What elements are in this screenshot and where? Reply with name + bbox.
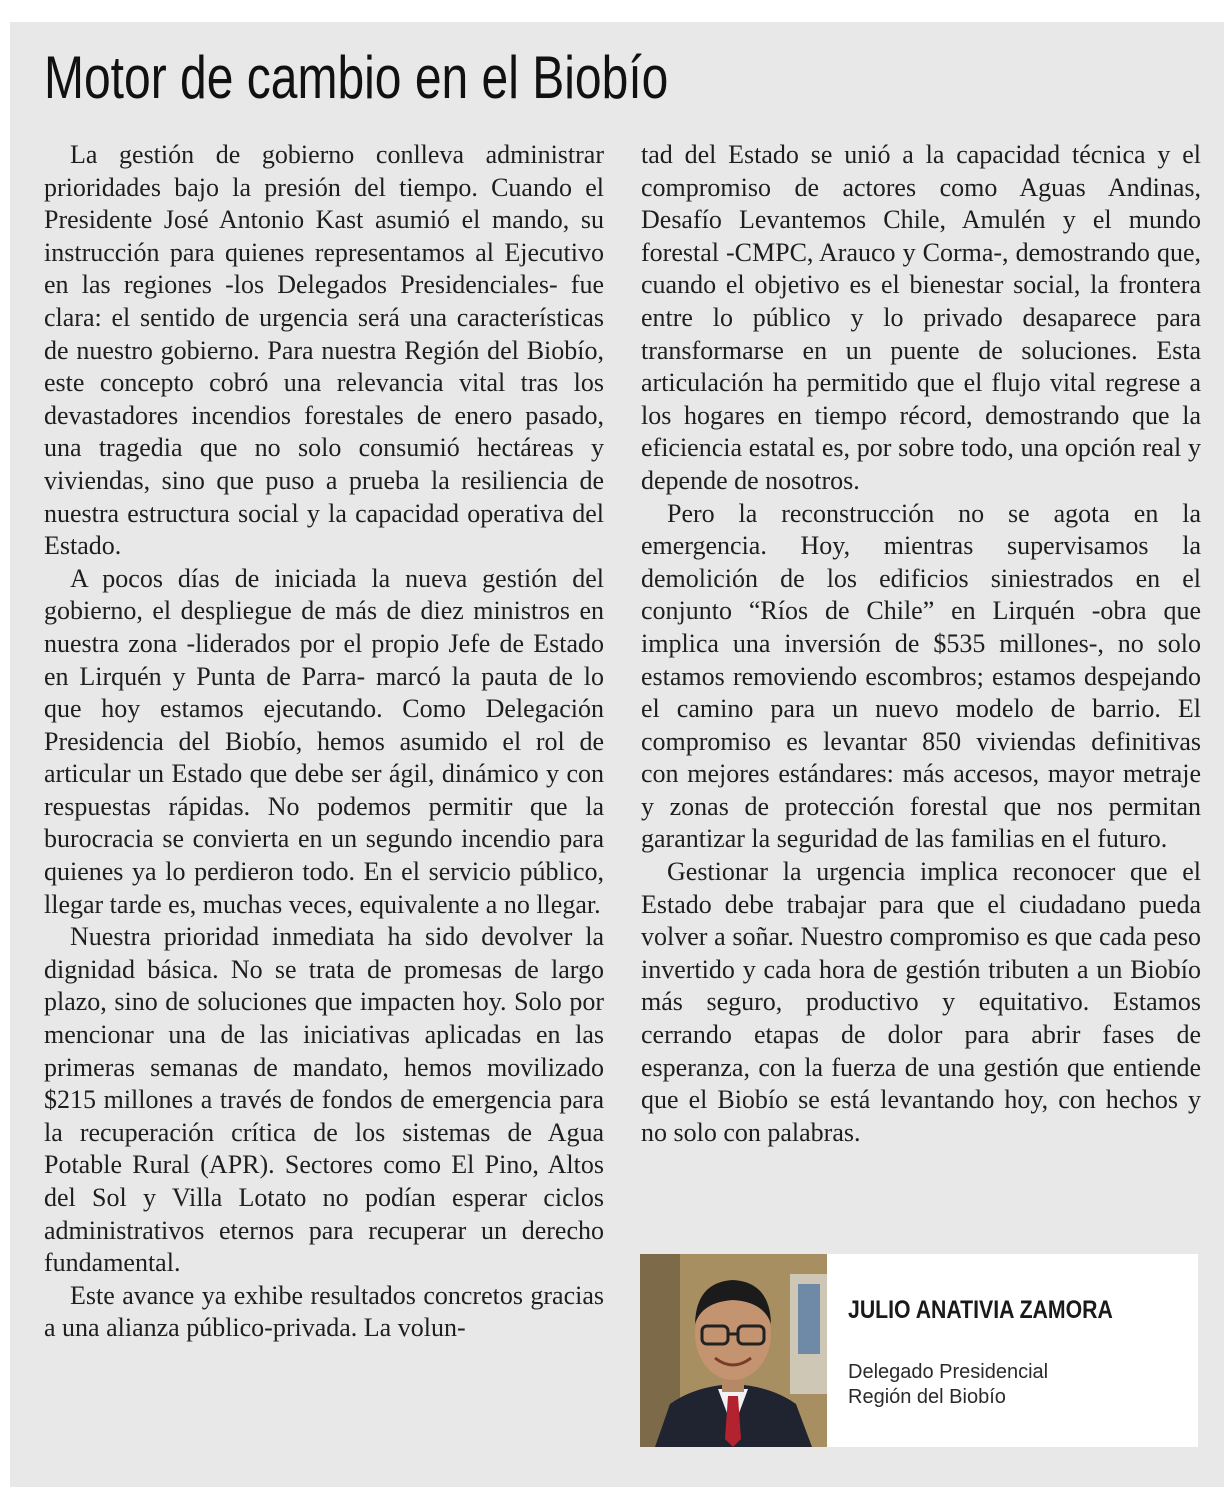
article-column-right	[641, 139, 1201, 1149]
article-paragraph: La gestión de gobierno conlleva administrar prioridades bajo la presión del tiempo. Cuando el Presidente José Antonio Kast asumió el mando, su instrucción para quienes representamos al Ejecutivo en las regiones -los Delegados Presidenciales- fue clara: el sentido de urgencia será una características de nuestro gobierno. Para nuestra Región del Biobío, este concepto cobró una relevancia vital tras los devastadores incendios forestales de enero pasado, una tragedia que no solo consumió hectáreas y viviendas, sino que puso a prueba la resiliencia de nuestra estructura social y la capacidad operativa del Estado.	[44, 140, 604, 561]
author-role	[848, 1360, 1048, 1410]
article-paragraph: A pocos días de iniciada la nueva gestión del gobierno, el despliegue de más de diez ministros en nuestra zona -liderados por el propio Jefe de Estado en Lirquén y Punta de Parra- marcó la pauta de lo que hoy estamos ejecutando. Como Delegación Presidencia del Biobío, hemos asumido el rol de articular un Estado que debe ser ágil, dinámico y con respuestas rápidas. No podemos permitir que la burocracia se convierta en un segundo incendio para quienes ya lo perdieron todo. En el servicio público, llegar tarde es, muchas veces, equivalente a no llegar.	[44, 563, 604, 919]
article-paragraph: Pero la reconstrucción no se agota en la emergencia. Hoy, mientras supervisamos la demolición de los edificios siniestrados en el conjunto “Ríos de Chile” en Lirquén -obra que implica una inversión de $535 millones-, no solo estamos removiendo escombros; estamos despejando el camino para un nuevo modelo de barrio. El compromiso es levantar 850 viviendas definitivas con mejores estándares: más accesos, mayor metraje y zonas de protección forestal que nos permitan garantizar la seguridad de las familias en el futuro.	[641, 498, 1201, 854]
author-portrait-icon	[640, 1254, 827, 1447]
article-page	[10, 22, 1224, 1487]
article-paragraph: Gestionar la urgencia implica reconocer que el Estado debe trabajar para que el ciudadano pueda volver a soñar. Nuestro compromiso es que cada peso invertido y cada hora de gestión tributen a un Biobío más seguro, productivo y equitativo. Estamos cerrando etapas de dolor para abrir fases de esperanza, con la fuerza de una gestión que entiende que el Biobío se está levantando hoy, con hechos y no solo con palabras.	[641, 857, 1201, 1147]
author-role-line: Delegado Presidencial	[848, 1361, 1049, 1383]
article-paragraph: Nuestra prioridad inmediata ha sido devolver la dignidad básica. No se trata de promesas de largo plazo, sino de soluciones que impacten hoy. Solo por mencionar una de las iniciativas aplicadas en las primeras semanas de mandato, hemos movilizado $215 millones a través de fondos de emergencia para la recuperación crítica de los sistemas de Agua Potable Rural (APR). Sectores como El Pino, Altos del Sol y Villa Lotato no podían esperar ciclos administrativos eternos para recuperar un derecho fundamental.	[44, 922, 604, 1278]
author-name: JULIO ANATIVIA ZAMORA	[848, 1296, 1113, 1324]
author-box	[640, 1254, 1198, 1447]
article-title: Motor de cambio en el Biobío	[44, 44, 669, 111]
article-paragraph: Este avance ya exhibe resultados concretos gracias a una alianza público-privada. La volun-	[44, 1280, 604, 1343]
article-paragraph: tad del Estado se unió a la capacidad técnica y el compromiso de actores como Aguas Andinas, Desafío Levantemos Chile, Amulén y el mundo forestal -CMPC, Arauco y Corma-, demostrando que, cuando el objetivo es el bienestar social, la frontera entre lo público y lo privado desaparece para transformarse en un puente de soluciones. Esta articulación ha permitido que el flujo vital regrese a los hogares en tiempo récord, demostrando que la eficiencia estatal es, por sobre todo, una opción real y depende de nosotros.	[641, 140, 1201, 495]
author-role-line: Región del Biobío	[848, 1386, 1006, 1408]
article-column-left	[44, 139, 604, 1345]
